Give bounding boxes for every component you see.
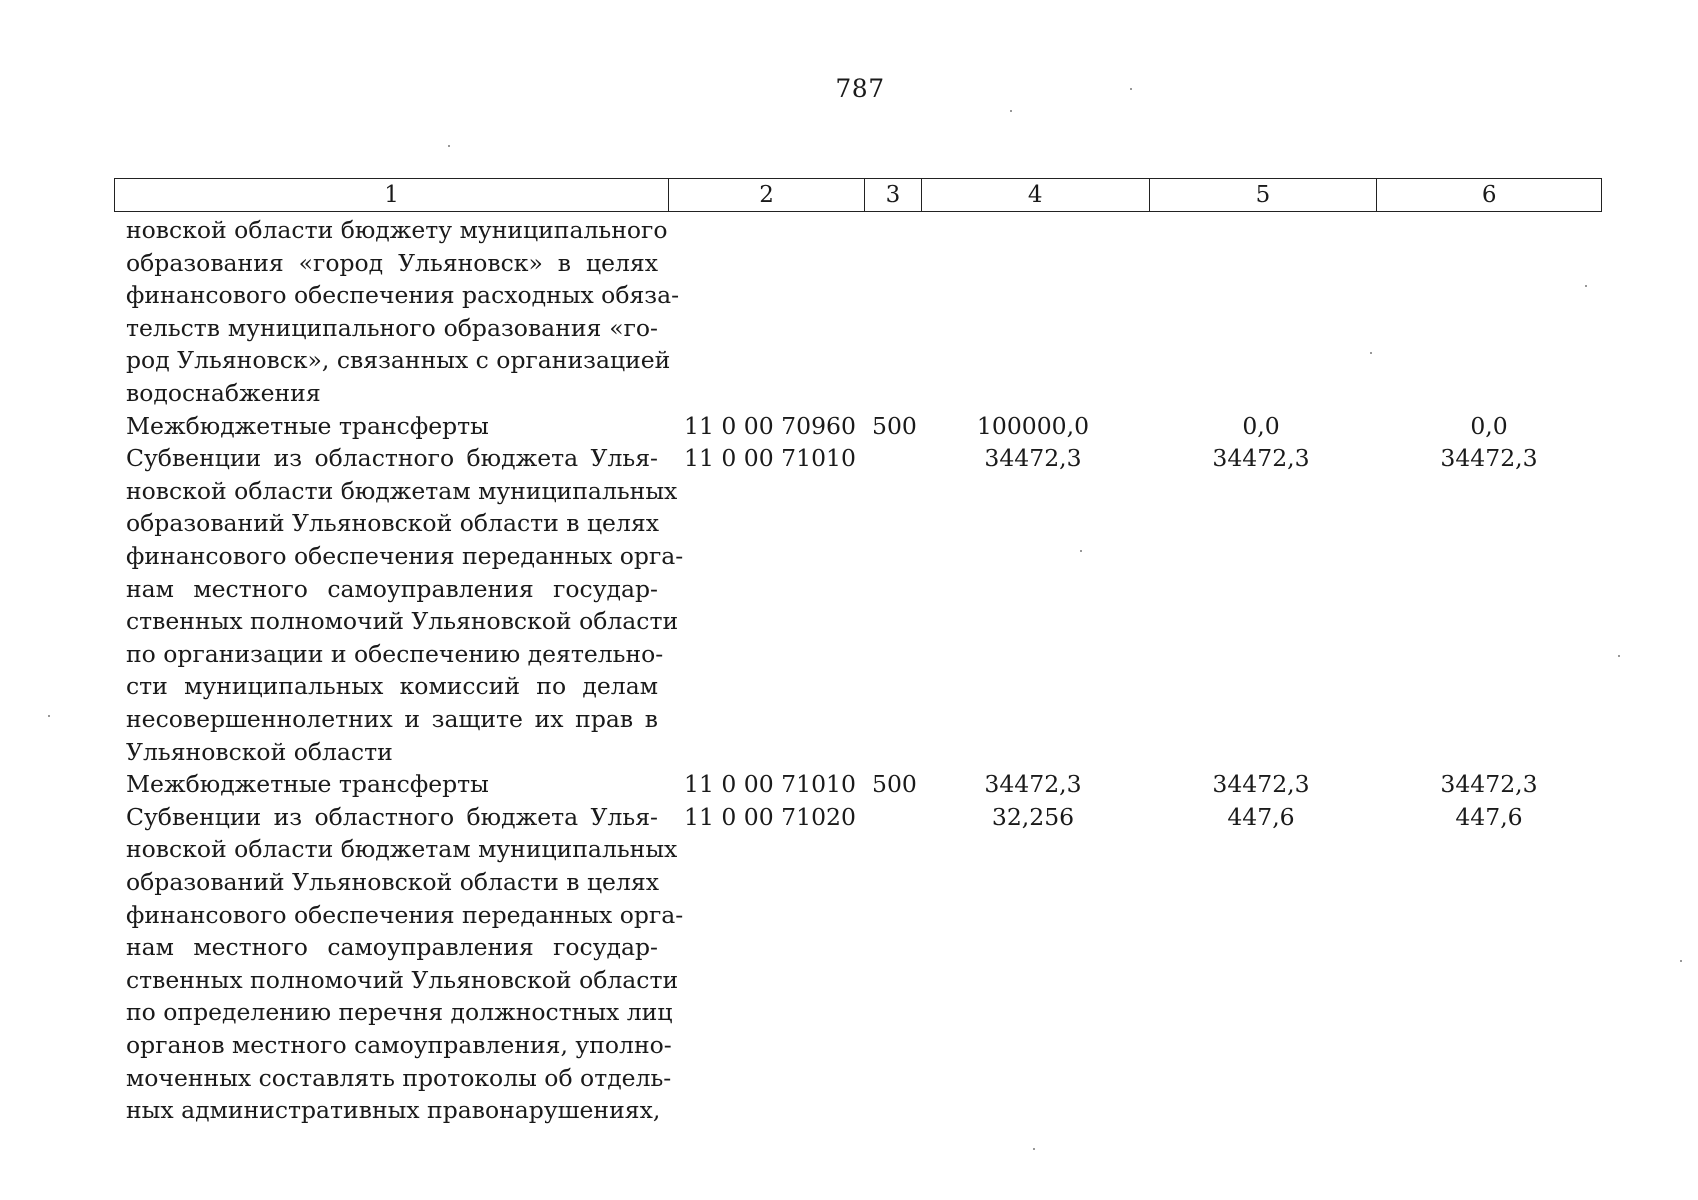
description-line: Ульяновской области [126, 737, 393, 766]
description-line: ственных полномочий Ульяновской области [126, 607, 679, 636]
column-header-4: 4 [922, 179, 1150, 211]
description-line: новской области бюджетам муниципальных [126, 835, 678, 864]
description-line: новской области бюджетам муниципальных [126, 476, 678, 505]
page-number: 787 [835, 74, 885, 103]
column-header-3: 3 [865, 179, 922, 211]
amount-col6: 447,6 [1455, 802, 1523, 831]
description-line: Межбюджетные трансферты [126, 770, 489, 799]
amount-col4: 100000,0 [976, 411, 1090, 440]
amount-col5: 447,6 [1227, 802, 1295, 831]
scan-speck [1585, 285, 1587, 287]
table-row [0, 442, 1698, 768]
description-line: тельств муниципального образования «го- [126, 313, 658, 342]
table-header [114, 178, 1602, 212]
description-line: ственных полномочий Ульяновской области [126, 965, 679, 994]
target-article-code: 11 0 00 71020 [684, 802, 856, 831]
row-description [126, 442, 684, 768]
column-header-1: 1 [115, 179, 669, 211]
amount-col5: 34472,3 [1212, 770, 1310, 799]
description-line: финансового обеспечения переданных орга- [126, 541, 684, 570]
description-line: образования «город Ульяновск» в целях [126, 248, 658, 277]
scan-speck [1080, 550, 1082, 552]
table-row [0, 214, 1698, 410]
amount-col4: 32,256 [991, 802, 1075, 831]
amount-col6: 34472,3 [1440, 770, 1538, 799]
scan-speck [1130, 88, 1132, 90]
amount-col5: 0,0 [1242, 411, 1280, 440]
row-description [126, 768, 658, 801]
description-line: финансового обеспечения переданных орга- [126, 900, 684, 929]
description-line: несовершеннолетних и защите их прав в [126, 704, 658, 733]
description-line: образований Ульяновской области в целях [126, 509, 659, 538]
scan-speck [448, 145, 450, 147]
description-line: водоснабжения [126, 378, 321, 407]
table-row [0, 410, 1698, 443]
description-line: сти муниципальных комиссий по делам [126, 672, 658, 701]
description-line: по определению перечня должностных лиц [126, 998, 673, 1027]
scan-speck [1033, 1148, 1035, 1150]
description-line: нам местного самоуправления государ- [126, 933, 658, 962]
target-article-code: 11 0 00 70960 [684, 411, 856, 440]
row-description [126, 410, 658, 443]
row-description [126, 214, 680, 410]
scan-speck [1370, 352, 1372, 354]
expense-type-code: 500 [872, 770, 917, 799]
description-line: ных административных правонарушениях, [126, 1096, 661, 1125]
row-description [126, 801, 684, 1127]
amount-col6: 34472,3 [1440, 444, 1538, 473]
description-line: новской области бюджету муниципального [126, 216, 668, 244]
description-line: Субвенции из областного бюджета Улья- [126, 802, 658, 831]
description-line: Субвенции из областного бюджета Улья- [126, 444, 658, 473]
column-header-6: 6 [1481, 182, 1497, 208]
scan-speck [48, 715, 50, 717]
amount-col5: 34472,3 [1212, 444, 1310, 473]
expense-type-code: 500 [872, 411, 917, 440]
amount-col4: 34472,3 [984, 444, 1082, 473]
description-line: Межбюджетные трансферты [126, 411, 489, 440]
scan-speck [1618, 655, 1620, 657]
description-line: финансового обеспечения расходных обяза- [126, 281, 680, 310]
table-row [0, 768, 1698, 801]
column-header-2: 2 [669, 179, 865, 211]
description-line: органов местного самоуправления, уполно- [126, 1030, 672, 1059]
table-row [0, 801, 1698, 1127]
description-line: моченных составлять протоколы об отдель- [126, 1063, 672, 1092]
scan-speck [1680, 960, 1682, 962]
column-header-5: 5 [1150, 179, 1378, 211]
description-line: образований Ульяновской области в целях [126, 867, 659, 896]
description-line: род Ульяновск», связанных с организацией [126, 346, 671, 375]
amount-col6: 0,0 [1470, 411, 1508, 440]
description-line: нам местного самоуправления государ- [126, 574, 658, 603]
scan-speck [1010, 110, 1012, 112]
amount-col4: 34472,3 [984, 770, 1082, 799]
target-article-code: 11 0 00 71010 [684, 444, 856, 473]
target-article-code: 11 0 00 71010 [684, 770, 856, 799]
table-body [0, 214, 1698, 1127]
description-line: по организации и обеспечению деятельно- [126, 639, 664, 668]
